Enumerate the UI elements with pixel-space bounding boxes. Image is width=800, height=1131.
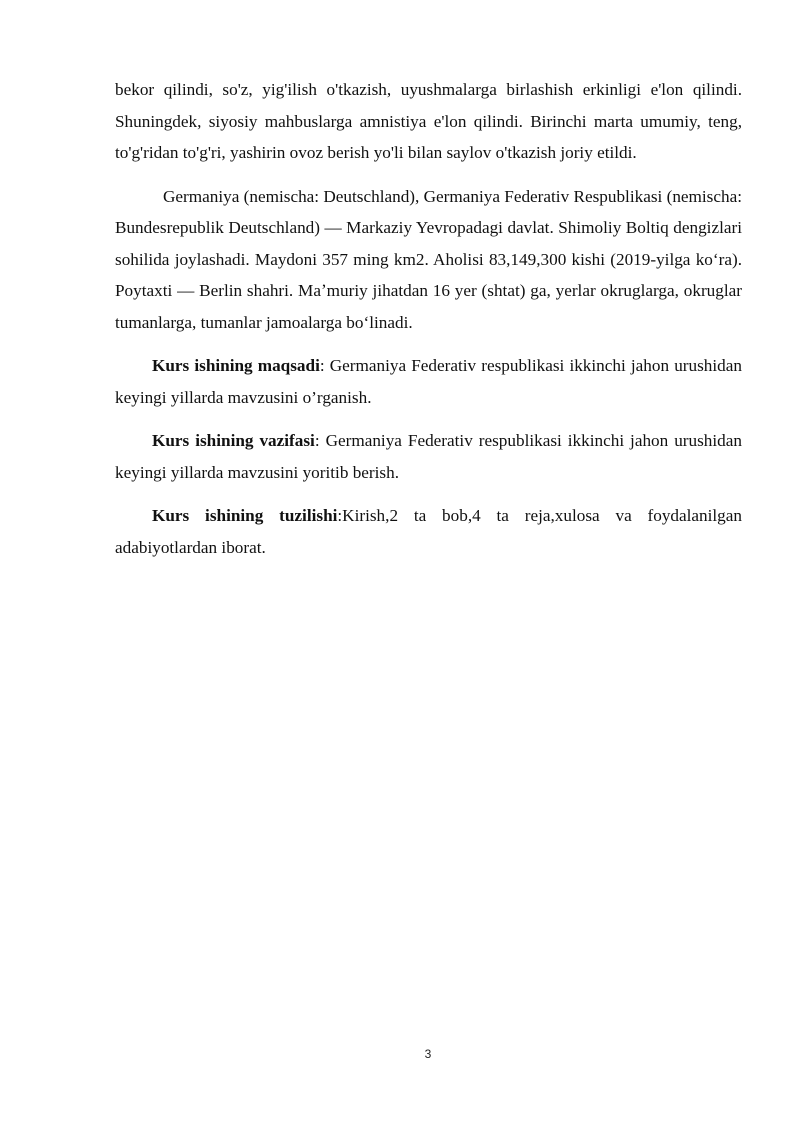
paragraph-intro-continuation	[115, 74, 742, 169]
paragraph-label: Kurs ishining tuzilishi	[152, 506, 338, 525]
paragraph-label: Kurs ishining vazifasi	[152, 431, 315, 450]
paragraph-text: Germaniya (nemischa: Deutschland), Germaniya Federativ Respublikasi (nemischa: Bundesrepublik Deutschland) — Markaziy Yevropadagi davlat. Shimoliy Boltiq dengizlari sohilida joylashadi. Maydoni 357 ming km2. Aholisi 83,149,300 kishi (2019-yilga koʻra). Poytaxti — Berlin shahri. Maʼmuriy jihatdan 16 yer (shtat) ga, yerlar okruglarga, okruglar tumanlarga, tumanlar jamoalarga boʻlinadi.	[115, 186, 742, 332]
paragraph-text: : Germaniya Federativ respublikasi ikkinchi jahon urushidan keyingi yillarda mavzusini yoritib berish.	[115, 431, 742, 482]
paragraph-course-task	[115, 425, 742, 488]
paragraph-text: bekor qilindi, so'z, yig'ilish o'tkazish, uyushmalarga birlashish erkinligi e'lon qilindi. Shuningdek, siyosiy mahbuslarga amnistiya e'lon qilindi. Birinchi marta umumiy, teng, to'g'ridan to'g'ri, yashirin ovoz berish yo'li bilan saylov o'tkazish joriy etildi.	[115, 80, 742, 162]
paragraph-label: Kurs ishining maqsadi	[152, 356, 320, 375]
paragraph-text: :Kirish,2 ta bob,4 ta reja,xulosa va foydalanilgan adabiyotlardan iborat.	[115, 506, 742, 557]
paragraph-germany-overview	[115, 181, 742, 339]
paragraph-course-structure	[115, 500, 742, 563]
paragraph-course-goal	[115, 350, 742, 413]
page-number: 3	[424, 1047, 432, 1061]
document-body	[115, 74, 742, 575]
paragraph-text: : Germaniya Federativ respublikasi ikkinchi jahon urushidan keyingi yillarda mavzusini o’rganish.	[115, 356, 742, 407]
